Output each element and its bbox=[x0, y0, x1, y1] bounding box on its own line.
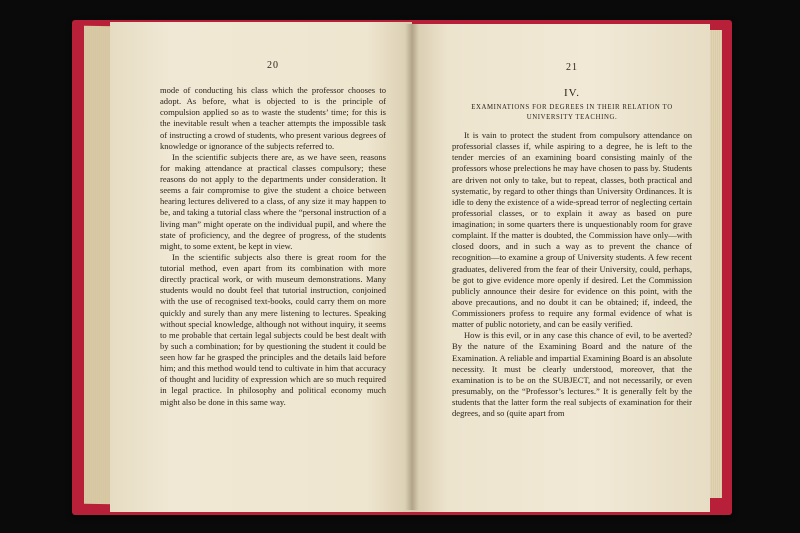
paragraph: How is this evil, or in any case this chance of evil, to be averted? By the nature of the Examining Board and the nature of the Examination. A reliable and impartial Examining Board is an absolute necessity. It must be clearly understood, moreover, that the examination is to be on the SUBJECT, and not necessarily, or even presumably, on the “Professor’s lectures.” It is generally felt by the students that the latter form the real subjects of examination for their degrees, and so (quite apart from bbox=[452, 330, 692, 419]
left-page-text bbox=[160, 85, 386, 408]
page-number-left: 20 bbox=[267, 60, 279, 71]
right-page-text bbox=[452, 130, 692, 419]
paragraph: In the scientific subjects there are, as we have seen, reasons for making attendance at practical classes compulsory; these reasons do not apply to the departments under consideration. It seems a fair compromise to give the student a choice between hearing lectures delivered to a class, of any size it may happen to be, and taking a tutorial class where the “personal instruction of a living man” might operate on the individual pupil, and where the state of proficiency, and the degree of progress, of the students might, to some extent, be kept in view. bbox=[160, 151, 386, 251]
chapter-title bbox=[452, 103, 692, 122]
paragraph: mode of conducting his class which the professor chooses to adopt. As before, what is objected to is the principle of compulsion applied so as to waste the students’ time; for this is the inevitable result when a teacher attempts the impossible task of instructing a crowd of students, who present various degrees of knowledge or ignorance of the subjects referred to. bbox=[160, 85, 386, 151]
chapter-title-line: UNIVERSITY TEACHING. bbox=[526, 113, 618, 121]
book-gutter bbox=[405, 24, 419, 510]
paragraph: In the scientific subjects also there is great room for the tutorial method, even apart from its combination with more directly practical work, or with museum demonstrations. Many students would no doubt feel that tutorial instruction, conjoined with the use of recognised text-books, could carry them on more quickly and surely than any mere listening to lectures. Speaking without special knowledge, although not without inquiry, it seems to me probable that certain legal subjects could be best dealt with by such a combination; for by questioning the student it could be seen how far he grasped the principles and the details laid before him; and this method would tend to cultivate in him that accuracy of thought and lucidity of expression which are so much required in legal practice. In philosophy and political economy much might also be done in this same way. bbox=[160, 251, 386, 407]
page-number-right: 21 bbox=[566, 62, 578, 73]
chapter-number: IV. bbox=[564, 87, 580, 99]
right-page bbox=[412, 24, 710, 512]
paragraph: It is vain to protect the student from compulsory attendance on professorial classes if, while aspiring to a degree, he is left to the tender mercies of an examining board consisting mainly of the professors whose prelections he may have chosen to pass by. Students are driven not only to take, but to repeat, classes, both practical and systematic, by regard to other things than University Ordinances. It is idle to deny the existence of a wide-spread terror of neglecting certain professorial classes, or to explain it away as based on pure imagination; in some quarters there is unquestionably room for grave complaint. If the matter is doubted, the Commission have only—with closed doors, and in such a way as to prevent the chance of recognition—to examine a group of University students. A few recent graduates, delivered from the fear of their University, could, perhaps, be got to give evidence more openly if desired. Let the Commission publicly announce their desire for evidence on this point, with the above precautions, and no doubt it can be obtained; if, indeed, the Commissioners profess to require any formal evidence of what is matter of public notoriety, and can be easily verified. bbox=[452, 130, 692, 330]
chapter-title-line: EXAMINATIONS FOR DEGREES IN THEIR RELATION TO bbox=[471, 104, 673, 111]
left-page bbox=[110, 22, 412, 512]
